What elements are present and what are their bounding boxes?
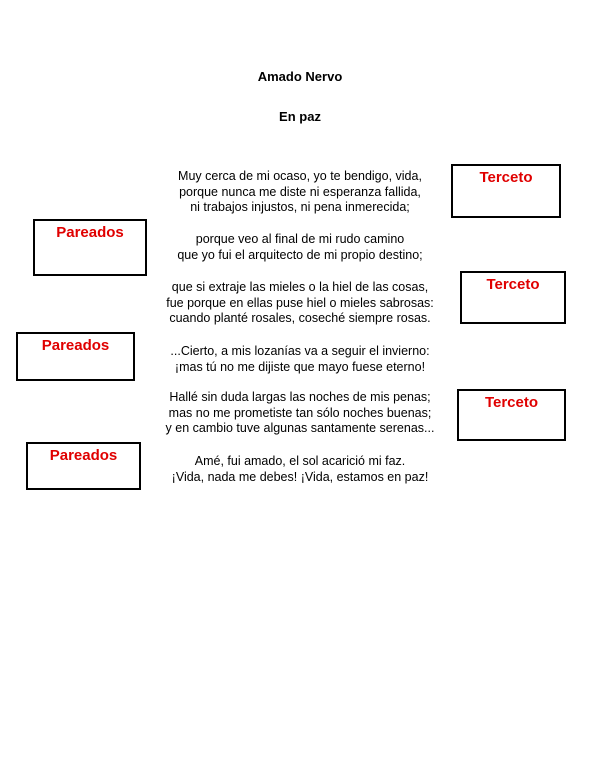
poem-line: y en cambio tuve algunas santamente serenas... [165,421,435,435]
poem-author: Amado Nervo [257,69,343,84]
poem-line: Amé, fui amado, el sol acarició mi faz. [194,454,406,468]
poem-line: ...Cierto, a mis lozanías va a seguir el invierno: [170,344,430,358]
poem-line: mas no me prometiste tan sólo noches buenas; [168,405,432,420]
poem-line: que si extraje las mieles o la hiel de las cosas, [171,280,429,294]
poem-line: fue porque en ellas puse hiel o mieles sabrosas: [166,295,434,310]
poem-line: porque veo al final de mi rudo camino [195,232,405,246]
terceto-label-3: Terceto [457,389,566,441]
pareados-label-2: Pareados [16,332,135,381]
stanza-2 [100,232,500,263]
pareados-label-1: Pareados [33,219,147,276]
pareados-label-3: Pareados [26,442,141,490]
stanza-6 [100,454,500,485]
terceto-label-1: Terceto [451,164,561,218]
stanza-5 [100,390,500,437]
stanza-1 [100,169,500,216]
poem-line: ¡mas tú no me dijiste que mayo fuese eterno! [174,359,426,374]
poem-line: Hallé sin duda largas las noches de mis penas; [169,390,431,404]
poem-line: que yo fui el arquitecto de mi propio destino; [177,247,423,262]
poem-line: porque nunca me diste ni esperanza fallida, [179,184,421,199]
poem-line: ¡Vida, nada me debes! ¡Vida, estamos en paz! [171,469,429,484]
poem-line: ni trabajos injustos, ni pena inmerecida; [190,200,410,214]
poem-line: Muy cerca de mi ocaso, yo te bendigo, vida, [178,169,422,183]
poem-title: En paz [279,109,321,124]
terceto-label-2: Terceto [460,271,566,324]
poem-line: cuando planté rosales, coseché siempre rosas. [169,311,431,325]
stanza-4 [100,344,500,375]
stanza-3 [100,280,500,327]
